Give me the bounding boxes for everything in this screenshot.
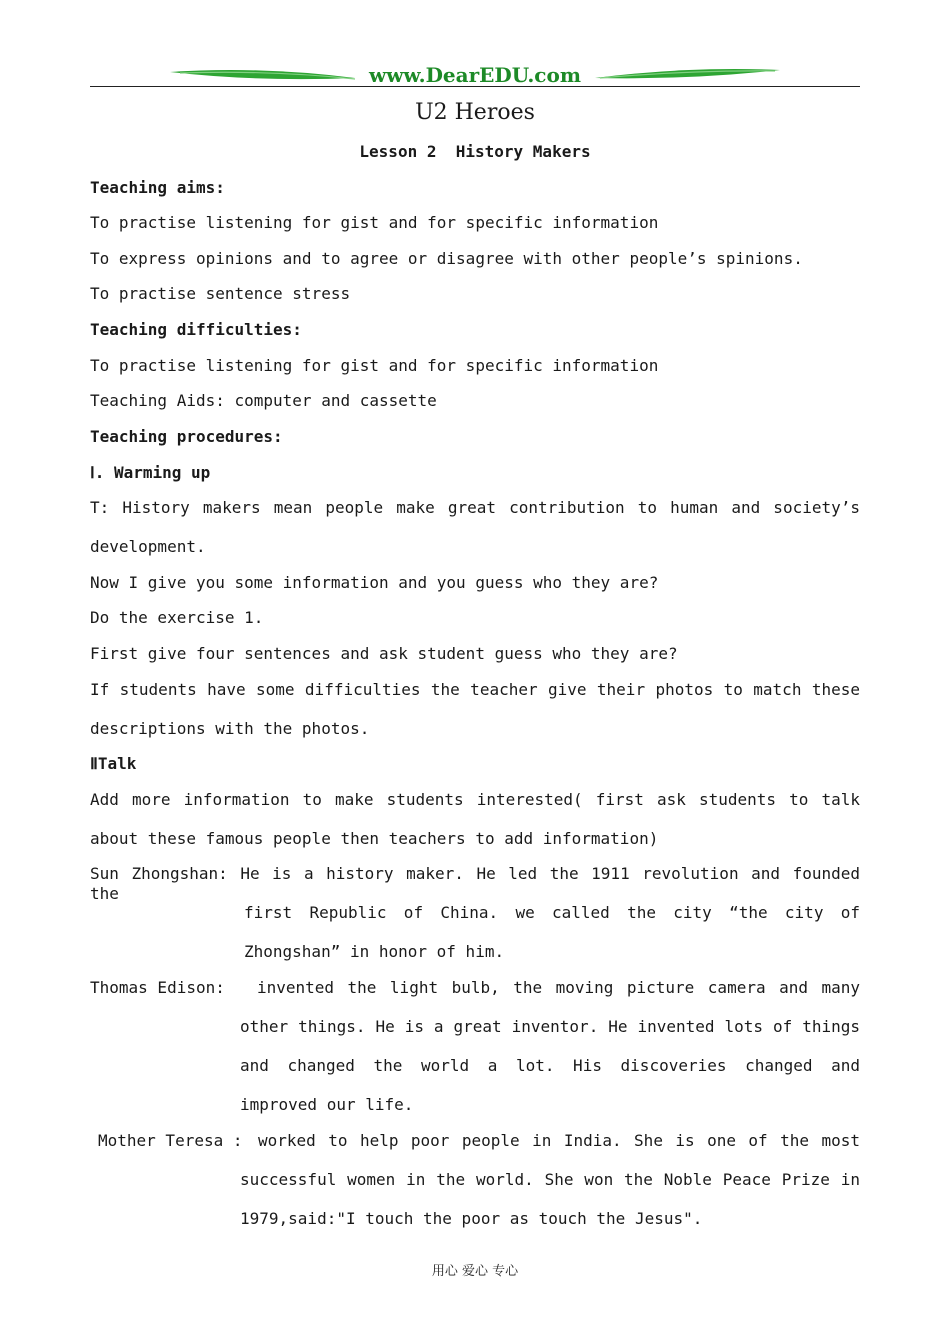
paragraph-line: First give four sentences and ask student guess who they are? — [90, 644, 678, 663]
aims-heading: Teaching aims: — [90, 178, 225, 197]
edison-entry: improved our life. — [240, 1095, 414, 1114]
paragraph-line: T: History makers mean people make great contribution to human and society’s — [90, 498, 860, 517]
paragraph-line: Add more information to make students interested( first ask students to talk — [90, 790, 860, 809]
edison-entry: other things. He is a great inventor. He invented lots of things — [240, 1017, 860, 1036]
sun-zhongshan-entry: Zhongshan” in honor of him. — [244, 942, 505, 961]
paragraph-line: Do the exercise 1. — [90, 608, 264, 627]
paragraph-line: development. — [90, 537, 206, 556]
teresa-entry: successful women in the world. She won the Noble Peace Prize in — [240, 1170, 860, 1189]
paragraph-line: If students have some difficulties the teacher give their photos to match these — [90, 680, 860, 699]
page-title: U2 Heroes — [415, 100, 535, 125]
sun-zhongshan-entry: Sun Zhongshan: He is a history maker. He led the 1911 revolution and founded the — [90, 864, 860, 903]
procedures-heading: Teaching procedures: — [90, 427, 283, 446]
teresa-label: Mother Teresa : — [98, 1131, 243, 1150]
aids-line: Teaching Aids: computer and cassette — [90, 391, 437, 410]
edison-label: Thomas Edison: — [90, 978, 225, 997]
aim-item: To practise sentence stress — [90, 284, 351, 303]
section-heading-warming-up: Ⅰ. Warming up — [90, 463, 211, 482]
header-divider — [90, 86, 860, 87]
difficulties-heading: Teaching difficulties: — [90, 320, 302, 339]
difficulty-item: To practise listening for gist and for specific information — [90, 356, 659, 375]
aim-item: To express opinions and to agree or disagree with other people’s spinions. — [90, 249, 803, 268]
teresa-entry: 1979,said:"I touch the poor as touch the Jesus". — [240, 1209, 703, 1228]
lesson-subtitle: Lesson 2 History Makers — [359, 142, 591, 161]
edison-entry: and changed the world a lot. His discoveries changed and — [240, 1056, 860, 1075]
paragraph-line: about these famous people then teachers to add information) — [90, 829, 659, 848]
logo-text: www.DearEDU.com — [368, 63, 581, 87]
page-footer: 用心 爱心 专心 — [431, 1264, 519, 1279]
teresa-entry: worked to help poor people in India. She is one of the most — [258, 1131, 860, 1150]
section-heading-talk: ⅡTalk — [90, 754, 137, 773]
header-logo — [170, 62, 780, 88]
aim-item: To practise listening for gist and for specific information — [90, 213, 659, 232]
paragraph-line: descriptions with the photos. — [90, 719, 370, 738]
edison-entry: invented the light bulb, the moving picture camera and many — [257, 978, 860, 997]
sun-zhongshan-entry: first Republic of China. we called the city “the city of — [244, 903, 860, 922]
paragraph-line: Now I give you some information and you guess who they are? — [90, 573, 659, 592]
